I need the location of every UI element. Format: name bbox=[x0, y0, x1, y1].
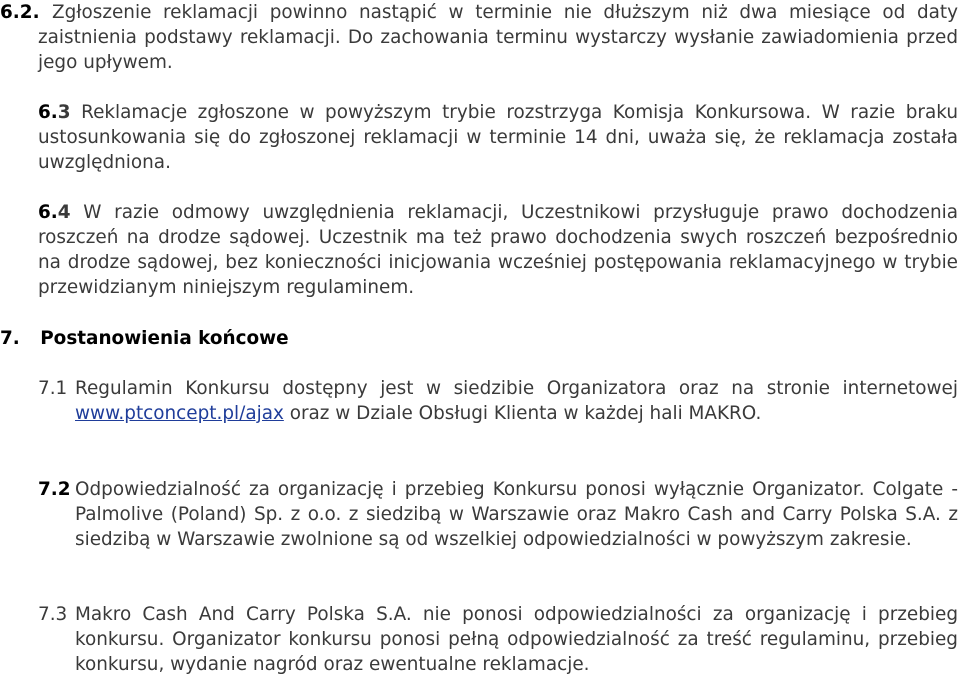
item-7-1-text-before: Regulamin Konkursu dostępny jest w siedzibie Organizatora oraz na stronie internetowej bbox=[75, 378, 958, 399]
section-6-4-number-sub: 4 bbox=[57, 202, 71, 223]
item-7-3-number: 7.3 bbox=[38, 604, 68, 625]
item-7-2 bbox=[38, 477, 958, 552]
section-6-4 bbox=[38, 200, 958, 300]
section-6-2-number: 6.2. bbox=[0, 2, 40, 23]
item-7-1 bbox=[38, 376, 958, 426]
ptconcept-link[interactable]: www.ptconcept.pl/ajax bbox=[75, 403, 284, 424]
section-6-3-number-main: 6. bbox=[38, 102, 58, 123]
section-7-title: Postanowienia końcowe bbox=[40, 328, 289, 349]
section-6-3-number-sub: 3 bbox=[57, 102, 71, 123]
section-6-3 bbox=[38, 100, 958, 175]
item-7-1-text bbox=[75, 376, 958, 426]
item-7-3-text: Makro Cash And Carry Polska S.A. nie ponosi odpowiedzialności za organizację i przebieg konkursu. Organizator konkursu ponosi pełną odpowiedzialność za treść regulaminu, przebieg konkursu, wydanie nagród oraz ewentualne reklamacje. bbox=[75, 604, 958, 675]
section-6-4-text: W razie odmowy uwzględnienia reklamacji, Uczestnikowi przysługuje prawo dochodzenia roszczeń na drodze sądowej. Uczestnik ma też prawo dochodzenia swych roszczeń bezpośrednio na drodze sądowej, bez konieczności inicjowania wcześniej postępowania reklamacyjnego w trybie przewidzianym niniejszym regulaminem. bbox=[38, 202, 958, 298]
section-7-number: 7. bbox=[0, 328, 20, 349]
section-6-2-text: Zgłoszenie reklamacji powinno nastąpić w terminie nie dłuższym niż dwa miesiące od daty zaistnienia podstawy reklamacji. Do zachowania terminu wystarczy wysłanie zawiadomienia przed jego upływem. bbox=[38, 2, 958, 73]
item-7-2-text: Odpowiedzialność za organizację i przebieg Konkursu ponosi wyłącznie Organizator. Colgate - Palmolive (Poland) Sp. z o.o. z siedzibą w Warszawie oraz Makro Cash and Carry Polska S.A. z siedzibą w Warszawie zwolnione są od wszelkiej odpowiedzialności w powyższym zakresie. bbox=[75, 479, 958, 550]
item-7-1-number: 7.1 bbox=[38, 378, 68, 399]
item-7-3 bbox=[38, 602, 958, 677]
section-6-3-text: Reklamacje zgłoszone w powyższym trybie rozstrzyga Komisja Konkursowa. W razie braku ustosunkowania się do zgłoszonej reklamacji w terminie 14 dni, uważa się, że reklamacja została uwzględniona. bbox=[38, 102, 958, 173]
item-7-2-number: 7.2 bbox=[38, 479, 71, 500]
section-7-heading bbox=[0, 326, 289, 351]
section-6-4-number-main: 6. bbox=[38, 202, 58, 223]
section-6-2 bbox=[0, 0, 958, 75]
item-7-1-text-after: oraz w Dziale Obsługi Klienta w każdej hali MAKRO. bbox=[283, 403, 762, 424]
